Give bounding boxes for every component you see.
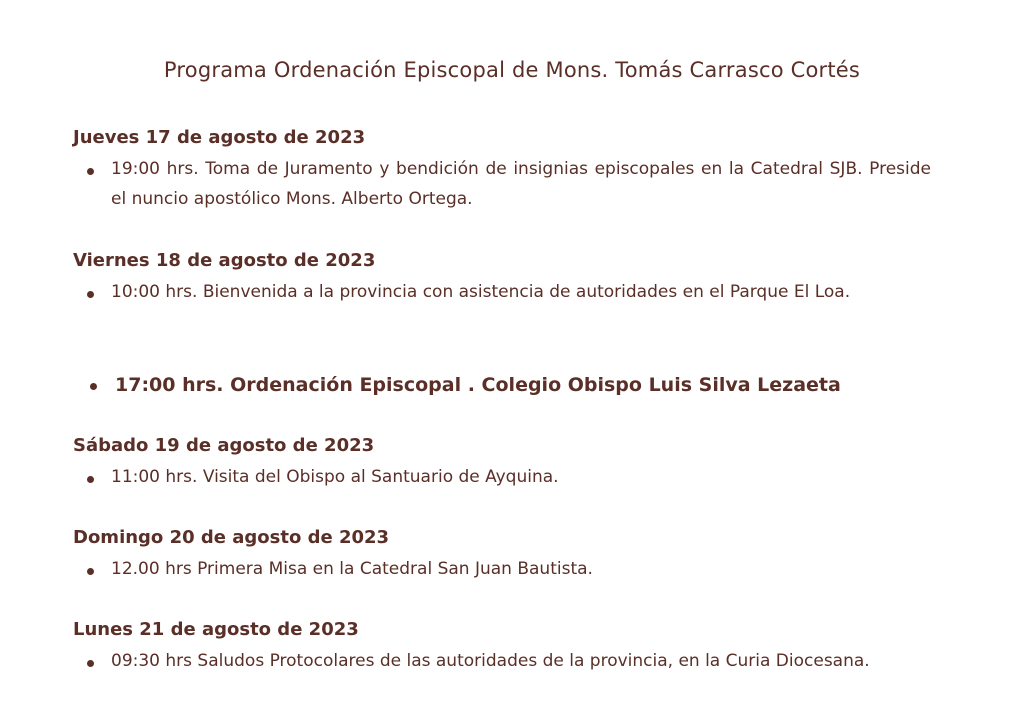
bullet-icon [87,660,94,667]
day-heading-sunday: Domingo 20 de agosto de 2023 [73,527,390,548]
schedule-item: 09:30 hrs Saludos Protocolares de las autoridades de la provincia, en la Curia Diocesana. [111,651,870,671]
schedule-item-highlight: 17:00 hrs. Ordenación Episcopal . Colegio Obispo Luis Silva Lezaeta [115,374,841,396]
bullet-icon [90,383,97,390]
document-title: Programa Ordenación Episcopal de Mons. Tomás Carrasco Cortés [163,58,861,82]
day-heading-thursday: Jueves 17 de agosto de 2023 [73,127,366,148]
day-heading-saturday: Sábado 19 de agosto de 2023 [73,435,375,456]
day-heading-monday: Lunes 21 de agosto de 2023 [73,619,359,640]
bullet-icon [87,168,94,175]
schedule-item: 19:00 hrs. Toma de Juramento y bendición de insignias episcopales en la Catedral SJB. Preside el nuncio apostólico Mons. Alberto Ortega. [111,159,931,209]
schedule-item: 12.00 hrs Primera Misa en la Catedral San Juan Bautista. [111,559,593,579]
day-heading-friday: Viernes 18 de agosto de 2023 [73,250,376,271]
bullet-icon [87,291,94,298]
schedule-item: 10:00 hrs. Bienvenida a la provincia con asistencia de autoridades en el Parque El Loa. [111,282,851,302]
bullet-icon [87,568,94,575]
bullet-icon [87,476,94,483]
schedule-item: 11:00 hrs. Visita del Obispo al Santuario de Ayquina. [111,467,559,487]
